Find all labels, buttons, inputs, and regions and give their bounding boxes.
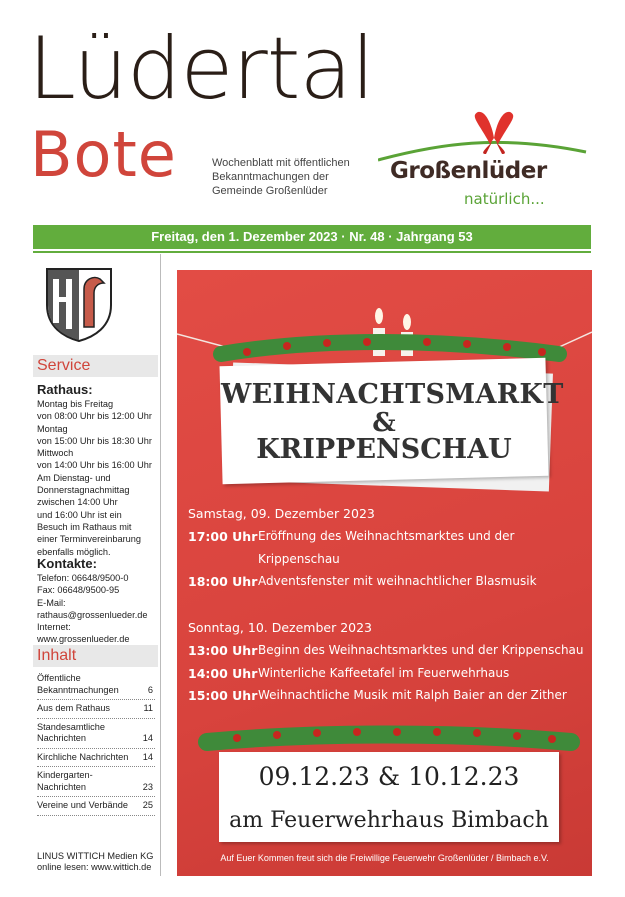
event-time: 13:00 Uhr [188, 643, 258, 658]
toc-item-title: Vereine und Verbände [37, 800, 128, 810]
email-link[interactable]: rathaus@grossenlueder.de [37, 609, 148, 620]
toc-item-title: Öffentliche Bekanntmachungen [37, 673, 119, 695]
newspaper-title: Lüdertal [28, 19, 375, 119]
brand-name: Großenlüder [390, 158, 547, 184]
toc-item-title: Standesamtliche Nachrichten [37, 721, 105, 743]
toc-item-page: 14 [142, 751, 153, 762]
poster-footer: Auf Euer Kommen freut sich die Freiwillige Feuerwehr Großenlüder / Bimbach e.V. [220, 853, 549, 863]
poster-venue: am Feuerwehrhaus Bimbach [229, 808, 549, 833]
opening-hours-line: von 15:00 Uhr bis 18:30 Uhr [37, 435, 152, 446]
publisher-line: LINUS WITTICH Medien KG [37, 851, 154, 861]
rathaus-block [37, 382, 159, 558]
kontakte-heading: Kontakte: [37, 556, 97, 571]
newspaper-subtitle: Bote [30, 118, 177, 191]
toc-item-page: 25 [142, 800, 153, 810]
day-heading: Samstag, 09. Dezember 2023 [188, 506, 375, 521]
contact-line: Internet: [37, 622, 71, 633]
tagline-line: Gemeinde Großenlüder [212, 185, 328, 197]
event-text: Winterliche Kaffeetafel im Feuerwehrhaus [258, 666, 510, 680]
poster-title: WEIHNACHTSMARKT [221, 379, 564, 410]
coat-of-arms-icon [44, 265, 114, 343]
poster-dates: 09.12.23 & 10.12.23 [258, 762, 520, 791]
opening-hours-line: ebenfalls möglich. [37, 546, 111, 557]
opening-hours-line: und 16:00 Uhr ist ein [37, 509, 122, 520]
event-poster [177, 270, 592, 876]
toc-item[interactable] [37, 701, 155, 719]
toc-item[interactable] [37, 750, 155, 768]
toc-item-title: Aus dem Rathaus [37, 703, 111, 713]
opening-hours-line: Am Dienstag- und [37, 472, 111, 483]
toc-item-title: Kindergarten-Nachrichten [37, 770, 93, 792]
kontakte-block [37, 556, 159, 646]
poster-title-2: KRIPPENSCHAU [256, 434, 512, 465]
event-time: 15:00 Uhr [188, 688, 258, 703]
event-text: Adventsfenster mit weihnachtlicher Blasmusik [258, 574, 537, 588]
tagline-line: Bekanntmachungen der [212, 171, 329, 183]
opening-hours-line: Montag [37, 423, 68, 434]
toc-item-page: 23 [142, 781, 153, 792]
toc-item[interactable] [37, 720, 155, 749]
toc-item-page: 6 [147, 684, 153, 695]
contact-line: Fax: 06648/9500-95 [37, 585, 120, 596]
opening-hours-line: von 14:00 Uhr bis 16:00 Uhr [37, 460, 152, 471]
publisher-website-link[interactable]: online lesen: www.wittich.de [37, 862, 152, 872]
table-of-contents [37, 671, 155, 817]
tagline-line: Wochenblatt mit öffentlichen [212, 157, 350, 169]
contact-line: Telefon: 06648/9500-0 [37, 573, 129, 583]
rathaus-heading: Rathaus: [37, 382, 93, 397]
toc-item-page: 11 [143, 703, 153, 713]
event-text: Weihnachtliche Musik mit Ralph Baier an der Zither [258, 688, 567, 702]
tagline [212, 156, 372, 198]
contents-heading: Inhalt [33, 645, 158, 667]
toc-item[interactable] [37, 671, 155, 700]
opening-hours-line: Montag bis Freitag [37, 399, 114, 409]
service-heading: Service [33, 355, 158, 377]
toc-item-title: Kirchliche Nachrichten [37, 751, 129, 762]
day-heading: Sonntag, 10. Dezember 2023 [188, 620, 373, 635]
issue-line: Freitag, den 1. Dezember 2023 · Nr. 48 · Jahrgang 53 [33, 225, 591, 249]
toc-item[interactable] [37, 768, 155, 797]
poster-ampersand: & [372, 408, 396, 438]
opening-hours-line: einer Terminvereinbarung [37, 534, 142, 545]
toc-item[interactable] [37, 798, 155, 816]
contact-line: E-Mail: [37, 597, 66, 608]
brand-slogan: natürlich... [464, 190, 545, 208]
municipality-logo [378, 108, 590, 208]
opening-hours-line: Donnerstagnachmittag [37, 485, 130, 496]
event-time: 14:00 Uhr [188, 666, 258, 681]
event-time: 18:00 Uhr [188, 574, 258, 589]
event-time: 17:00 Uhr [188, 529, 258, 544]
divider [33, 251, 591, 253]
opening-hours-line: Mittwoch [37, 448, 74, 459]
event-text: Beginn des Weihnachtsmarktes und der Krippenschau [258, 643, 584, 657]
opening-hours-line: Besuch im Rathaus mit [37, 521, 132, 532]
divider [160, 254, 161, 876]
event-text: Krippenschau [258, 552, 340, 566]
toc-item-page: 14 [142, 733, 153, 743]
website-link[interactable]: www.grossenlueder.de [37, 634, 130, 645]
opening-hours-line: zwischen 14:00 Uhr [37, 497, 118, 508]
event-text: Eröffnung des Weihnachtsmarktes und der [258, 529, 515, 543]
publisher-note [37, 851, 162, 873]
opening-hours-line: von 08:00 Uhr bis 12:00 Uhr [37, 411, 152, 422]
